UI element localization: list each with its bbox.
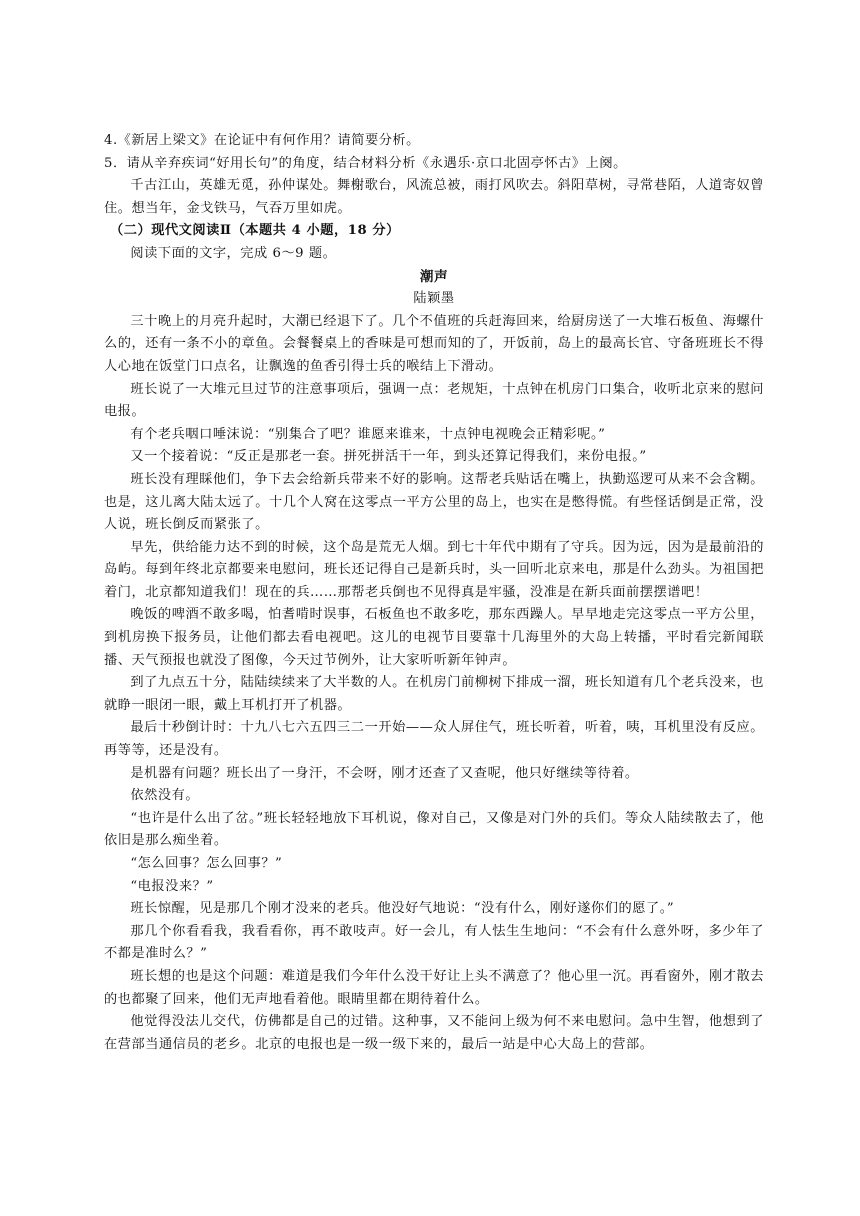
article-paragraph: 早先，供给能力达不到的时候，这个岛是荒无人烟。到七十年代中期有了守兵。因为远，因为是最前沿的岛屿。每到年终北京都要来电慰问，班长还记得自己是新兵时，头一回听北京来电，那是什么劲头。为祖国把着门，北京都知道我们！现在的兵……那帮老兵倒也不见得真是牢骚，没准是在新兵面前摆摆谱吧！ — [104, 539, 764, 600]
article-paragraph: “电报没来？” — [130, 878, 214, 894]
article-author: 陆颖墨 — [413, 291, 455, 307]
poem-excerpt: 千古江山，英雄无觅，孙仲谋处。舞榭歌台，风流总被，雨打风吹去。斜阳草树，寻常巷陌，人道寄奴曾住。想当年，金戈铁马，气吞万里如虎。 — [104, 178, 764, 216]
article-paragraph: 他觉得没法儿交代，仿佛都是自己的过错。这种事，又不能问上级为何不来电慰问。急中生智，他想到了在营部当通信员的老乡。北京的电报也是一级一级下来的，最后一站是中心大岛上的营部。 — [104, 1014, 764, 1052]
article-paragraph: 到了九点五十分，陆陆续续来了大半数的人。在机房门前柳树下排成一溜，班长知道有几个老兵没来，也就睁一眼闭一眼，戴上耳机打开了机器。 — [104, 675, 764, 713]
article-paragraph: 是机器有问题？班长出了一身汗，不会呀，刚才还查了又查呢，他只好继续等待着。 — [130, 765, 639, 781]
section-instruction: 阅读下面的文字，完成 6～9 题。 — [130, 245, 337, 261]
document-body — [104, 130, 764, 1056]
article-paragraph: 三十晚上的月亮升起时，大潮已经退下了。几个不值班的兵赶海回来，给厨房送了一大堆石板鱼、海螺什么的，还有一条不小的章鱼。会餐餐桌上的香味是可想而知的了，开饭前，岛上的最高长官、守备班班长不得人心地在饭堂门口点名，让飘逸的鱼香引得士兵的喉结上下滑动。 — [104, 313, 764, 374]
section-heading: （二）现代文阅读Ⅱ（本题共 4 小题，18 分） — [110, 223, 400, 239]
article-paragraph: 又一个接着说：“反正是那老一套。拼死拼活干一年，到头还算记得我们，来份电报。” — [130, 449, 647, 465]
article-paragraph: 班长想的也是这个问题：难道是我们今年什么没干好让上头不满意了？他心里一沉。再看窗外，刚才散去的也都聚了回来，他们无声地看着他。眼睛里都在期待着什么。 — [104, 968, 764, 1007]
article-paragraph: 最后十秒倒计时：十九八七六五四三二一开始——众人屏住气，班长听着，听着，咦，耳机里没有反应。再等等，还是没有。 — [104, 720, 764, 759]
article-title: 潮声 — [419, 268, 449, 285]
question-4: 4.《新居上梁文》在论证中有何作用？请简要分析。 — [104, 133, 420, 148]
question-5: 5．请从辛弃疾词“好用长句”的角度，结合材料分析《永遇乐·京口北固亭怀古》上阕。 — [104, 155, 627, 171]
article-paragraph: 依然没有。 — [130, 788, 200, 804]
article-paragraph: “怎么回事？怎么回事？” — [130, 856, 283, 871]
article-paragraph: 班长惊醒，见是那几个刚才没来的老兵。他没好气地说：“没有什么，刚好遂你们的愿了。” — [130, 901, 675, 917]
article-paragraph: 那几个你看看我，我看看你，再不敢吱声。好一会儿，有人怯生生地问：“不会有什么意外呀，多少年了不都是准时么？” — [104, 923, 764, 962]
article-paragraph: 晚饭的啤酒不敢多喝，怕耆啃时误事，石板鱼也不敢多吃，那东西躁人。早早地走完这零点一平方公里，到机房换下报务员，让他们都去看电视吧。这儿的电视节目要靠十几海里外的大岛上转播，平时看完新闻联播、天气预报也就没了图像，今天过节例外，让大家听听新年钟声。 — [104, 607, 764, 668]
article-paragraph: “也许是什么出了岔。”班长轻轻地放下耳机说，像对自己，又像是对门外的兵们。等众人陆续散去了，他依旧是那么痴坐着。 — [104, 810, 764, 849]
article-paragraph: 班长说了一大堆元旦过节的注意事项后，强调一点：老规矩，十点钟在机房门口集合，收听北京来的慰问电报。 — [104, 381, 764, 420]
article-paragraph: 班长没有理睬他们，争下去会给新兵带来不好的影响。这帮老兵贴话在嘴上，执勤巡逻可从来不会含糊。也是，这儿离大陆太远了。十几个人窝在这零点一平方公里的岛上，也实在是憋得慌。有些怪话倒是正常，没人说，班长倒反而紧张了。 — [104, 471, 764, 533]
article-paragraph: 有个老兵咽口唾沫说：“别集合了吧？谁愿来谁来，十点钟电视晚会正精彩呢。” — [130, 426, 606, 442]
